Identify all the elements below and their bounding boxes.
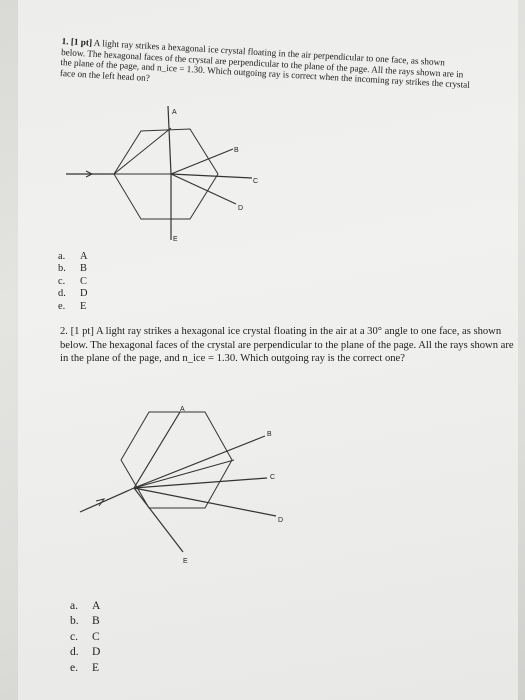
diagram-2-label-c: C xyxy=(270,474,276,481)
diagram-1-label-e: E xyxy=(173,236,178,243)
diagram-1-label-a: A xyxy=(172,109,177,116)
q1-choice-c[interactable] xyxy=(58,276,88,288)
choice-text: A xyxy=(92,599,101,612)
q2-choice-a[interactable] xyxy=(70,598,100,613)
choice-text: C xyxy=(92,629,100,643)
question-2-points: [1 pt] xyxy=(70,326,94,337)
choice-letter: d. xyxy=(58,288,66,300)
ray-b-1 xyxy=(171,149,233,174)
ray-d-2 xyxy=(134,488,276,516)
question-1-points: [1 pt] xyxy=(70,36,93,48)
ray-d-1 xyxy=(171,174,236,204)
q2-choice-e[interactable] xyxy=(70,660,100,675)
diagram-2-label-a: A xyxy=(180,406,185,413)
diagram-1 xyxy=(66,106,252,240)
diagram-1-label-d: D xyxy=(238,205,244,212)
diagram-1-label-b: B xyxy=(234,147,239,154)
q2-choice-c[interactable] xyxy=(70,629,100,644)
ray-c-1 xyxy=(171,174,252,178)
q1-choice-a[interactable] xyxy=(58,251,88,263)
choice-text: D xyxy=(80,288,88,300)
choice-letter: d. xyxy=(70,645,79,659)
diagram-2-label-e: E xyxy=(183,558,188,565)
ray-extra-1 xyxy=(114,128,171,174)
q1-choice-d[interactable] xyxy=(58,288,88,300)
question-1-number: 1. xyxy=(61,36,69,47)
choice-letter: e. xyxy=(70,660,79,674)
choice-text: E xyxy=(80,300,87,312)
choice-text: B xyxy=(80,263,87,275)
q1-choice-b[interactable] xyxy=(58,263,88,275)
choice-letter: a. xyxy=(70,599,79,612)
question-1-choices xyxy=(58,251,88,313)
choice-letter: e. xyxy=(58,300,66,312)
question-1-body: A light ray strikes a hexagonal ice crystal floating in the air perpendicular to one face, as shown below. The hexagonal faces of the crystal are perpendicular to the plane of the page. All the rays shown are in the plane of the page, and n_ice = 1.30. Which outgoing ray is correct when the incoming ray strikes the crystal face on the left head on? xyxy=(59,37,471,90)
choice-text: C xyxy=(80,275,87,287)
choice-letter: c. xyxy=(70,629,79,643)
choice-text: A xyxy=(80,251,88,262)
question-2-body: A light ray strikes a hexagonal ice crystal floating in the air at a 30° angle to one face, as shown below. The hexagonal faces of the crystal are perpendicular to the plane of the page. All the rays shown are in the plane of the page, and n_ice = 1.30. Which outgoing ray is the correct one? xyxy=(60,326,514,364)
question-2-number: 2. xyxy=(60,326,68,337)
choice-text: E xyxy=(92,660,100,674)
q2-choice-b[interactable] xyxy=(70,613,100,628)
diagram-2 xyxy=(80,412,276,552)
choice-letter: c. xyxy=(58,275,66,287)
choice-letter: a. xyxy=(58,251,66,262)
diagram-2-label-b: B xyxy=(267,431,272,438)
q1-choice-e[interactable] xyxy=(58,301,88,313)
diagram-1-label-c: C xyxy=(253,178,259,185)
incoming-ray-2 xyxy=(80,488,134,512)
diagram-2-label-d: D xyxy=(278,517,284,524)
choice-text: B xyxy=(92,614,100,628)
choice-letter: b. xyxy=(58,263,66,275)
question-2-choices xyxy=(70,598,100,675)
q2-choice-d[interactable] xyxy=(70,644,100,659)
ray-e-2 xyxy=(134,488,183,552)
ray-a-1 xyxy=(168,106,171,174)
question-2-text xyxy=(60,325,518,366)
choice-text: D xyxy=(92,645,101,659)
choice-letter: b. xyxy=(70,614,79,628)
